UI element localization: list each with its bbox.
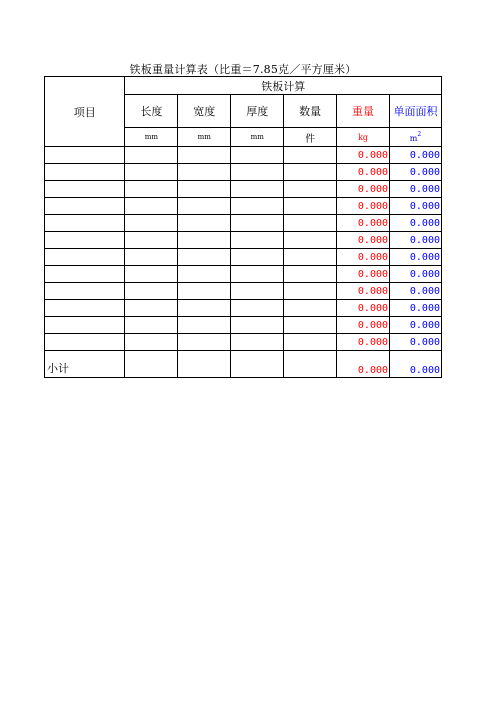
- header-area: 单面面积: [390, 95, 442, 128]
- cell-thickness[interactable]: [231, 317, 284, 334]
- cell-quantity[interactable]: [284, 164, 337, 181]
- cell-area: 0.000: [390, 164, 442, 181]
- cell-weight: 0.000: [337, 249, 390, 266]
- cell-item[interactable]: [45, 232, 125, 249]
- cell-area: 0.000: [390, 317, 442, 334]
- cell-weight: 0.000: [337, 300, 390, 317]
- cell-length[interactable]: [125, 147, 178, 164]
- table-row: [45, 266, 442, 283]
- unit-weight: kg: [337, 128, 390, 147]
- table-row: [45, 300, 442, 317]
- unit-area-exp: 2: [417, 131, 422, 138]
- cell-area: 0.000: [390, 147, 442, 164]
- cell-length[interactable]: [125, 249, 178, 266]
- cell-length[interactable]: [125, 181, 178, 198]
- cell-area: 0.000: [390, 334, 442, 351]
- cell-weight: 0.000: [337, 164, 390, 181]
- table-row: [45, 283, 442, 300]
- cell-area: 0.000: [390, 181, 442, 198]
- table-row: [45, 334, 442, 351]
- cell-thickness[interactable]: [231, 198, 284, 215]
- cell-length[interactable]: [125, 232, 178, 249]
- subtotal-weight: 0.000: [337, 351, 390, 378]
- unit-area-base: m: [409, 134, 418, 143]
- cell-length[interactable]: [125, 317, 178, 334]
- cell-weight: 0.000: [337, 266, 390, 283]
- cell-item[interactable]: [45, 283, 125, 300]
- cell-quantity[interactable]: [284, 300, 337, 317]
- cell-length[interactable]: [125, 334, 178, 351]
- cell-quantity[interactable]: [284, 232, 337, 249]
- table-row: [45, 249, 442, 266]
- cell-item[interactable]: [45, 147, 125, 164]
- cell-weight: 0.000: [337, 334, 390, 351]
- table-row: [45, 215, 442, 232]
- header-width: 宽度: [178, 95, 231, 128]
- cell-length[interactable]: [125, 266, 178, 283]
- cell-item[interactable]: [45, 198, 125, 215]
- subtotal-empty-cell: [125, 351, 178, 378]
- table-row: [45, 317, 442, 334]
- cell-width[interactable]: [178, 266, 231, 283]
- cell-thickness[interactable]: [231, 181, 284, 198]
- cell-length[interactable]: [125, 198, 178, 215]
- cell-quantity[interactable]: [284, 198, 337, 215]
- cell-width[interactable]: [178, 164, 231, 181]
- cell-area: 0.000: [390, 283, 442, 300]
- cell-weight: 0.000: [337, 147, 390, 164]
- unit-area: [390, 128, 442, 147]
- table-row: [45, 147, 442, 164]
- cell-area: 0.000: [390, 215, 442, 232]
- header-quantity: 数量: [284, 95, 337, 128]
- cell-length[interactable]: [125, 215, 178, 232]
- group-header: 铁板计算: [125, 77, 442, 95]
- cell-weight: 0.000: [337, 198, 390, 215]
- cell-width[interactable]: [178, 334, 231, 351]
- cell-width[interactable]: [178, 249, 231, 266]
- table-row: [45, 181, 442, 198]
- unit-width: mm: [178, 128, 231, 147]
- subtotal-label: 小计: [45, 351, 125, 378]
- cell-quantity[interactable]: [284, 249, 337, 266]
- cell-quantity[interactable]: [284, 181, 337, 198]
- subtotal-row: [45, 351, 442, 378]
- table-title: 铁板重量计算表（比重＝7.85克／平方厘米）: [129, 63, 357, 76]
- cell-width[interactable]: [178, 283, 231, 300]
- cell-length[interactable]: [125, 283, 178, 300]
- plate-weight-table: [44, 76, 442, 378]
- cell-item[interactable]: [45, 249, 125, 266]
- cell-area: 0.000: [390, 300, 442, 317]
- cell-width[interactable]: [178, 300, 231, 317]
- header-weight: 重量: [337, 95, 390, 128]
- cell-width[interactable]: [178, 181, 231, 198]
- cell-thickness[interactable]: [231, 147, 284, 164]
- cell-weight: 0.000: [337, 283, 390, 300]
- cell-item[interactable]: [45, 181, 125, 198]
- header-item: 项目: [45, 77, 125, 147]
- cell-thickness[interactable]: [231, 266, 284, 283]
- cell-item[interactable]: [45, 300, 125, 317]
- cell-quantity[interactable]: [284, 317, 337, 334]
- cell-thickness[interactable]: [231, 300, 284, 317]
- unit-thickness: mm: [231, 128, 284, 147]
- table-row: [45, 198, 442, 215]
- header-thickness: 厚度: [231, 95, 284, 128]
- cell-weight: 0.000: [337, 215, 390, 232]
- unit-quantity: 件: [284, 128, 337, 147]
- cell-thickness[interactable]: [231, 215, 284, 232]
- cell-weight: 0.000: [337, 181, 390, 198]
- cell-thickness[interactable]: [231, 334, 284, 351]
- cell-thickness[interactable]: [231, 164, 284, 181]
- cell-width[interactable]: [178, 232, 231, 249]
- table-row: [45, 164, 442, 181]
- cell-quantity[interactable]: [284, 266, 337, 283]
- cell-area: 0.000: [390, 198, 442, 215]
- cell-width[interactable]: [178, 147, 231, 164]
- cell-item[interactable]: [45, 317, 125, 334]
- cell-area: 0.000: [390, 266, 442, 283]
- subtotal-empty-cell: [284, 351, 337, 378]
- subtotal-empty-cell: [178, 351, 231, 378]
- cell-thickness[interactable]: [231, 232, 284, 249]
- cell-weight: 0.000: [337, 232, 390, 249]
- cell-quantity[interactable]: [284, 283, 337, 300]
- cell-width[interactable]: [178, 215, 231, 232]
- cell-area: 0.000: [390, 249, 442, 266]
- cell-length[interactable]: [125, 300, 178, 317]
- cell-area: 0.000: [390, 232, 442, 249]
- cell-quantity[interactable]: [284, 334, 337, 351]
- cell-item[interactable]: [45, 334, 125, 351]
- cell-quantity[interactable]: [284, 147, 337, 164]
- cell-thickness[interactable]: [231, 249, 284, 266]
- table-row: [45, 232, 442, 249]
- header-length: 长度: [125, 95, 178, 128]
- cell-item[interactable]: [45, 215, 125, 232]
- subtotal-area: 0.000: [390, 351, 442, 378]
- cell-item[interactable]: [45, 164, 125, 181]
- cell-quantity[interactable]: [284, 215, 337, 232]
- cell-width[interactable]: [178, 317, 231, 334]
- unit-length: mm: [125, 128, 178, 147]
- cell-thickness[interactable]: [231, 283, 284, 300]
- cell-length[interactable]: [125, 164, 178, 181]
- subtotal-empty-cell: [231, 351, 284, 378]
- cell-item[interactable]: [45, 266, 125, 283]
- cell-weight: 0.000: [337, 317, 390, 334]
- cell-width[interactable]: [178, 198, 231, 215]
